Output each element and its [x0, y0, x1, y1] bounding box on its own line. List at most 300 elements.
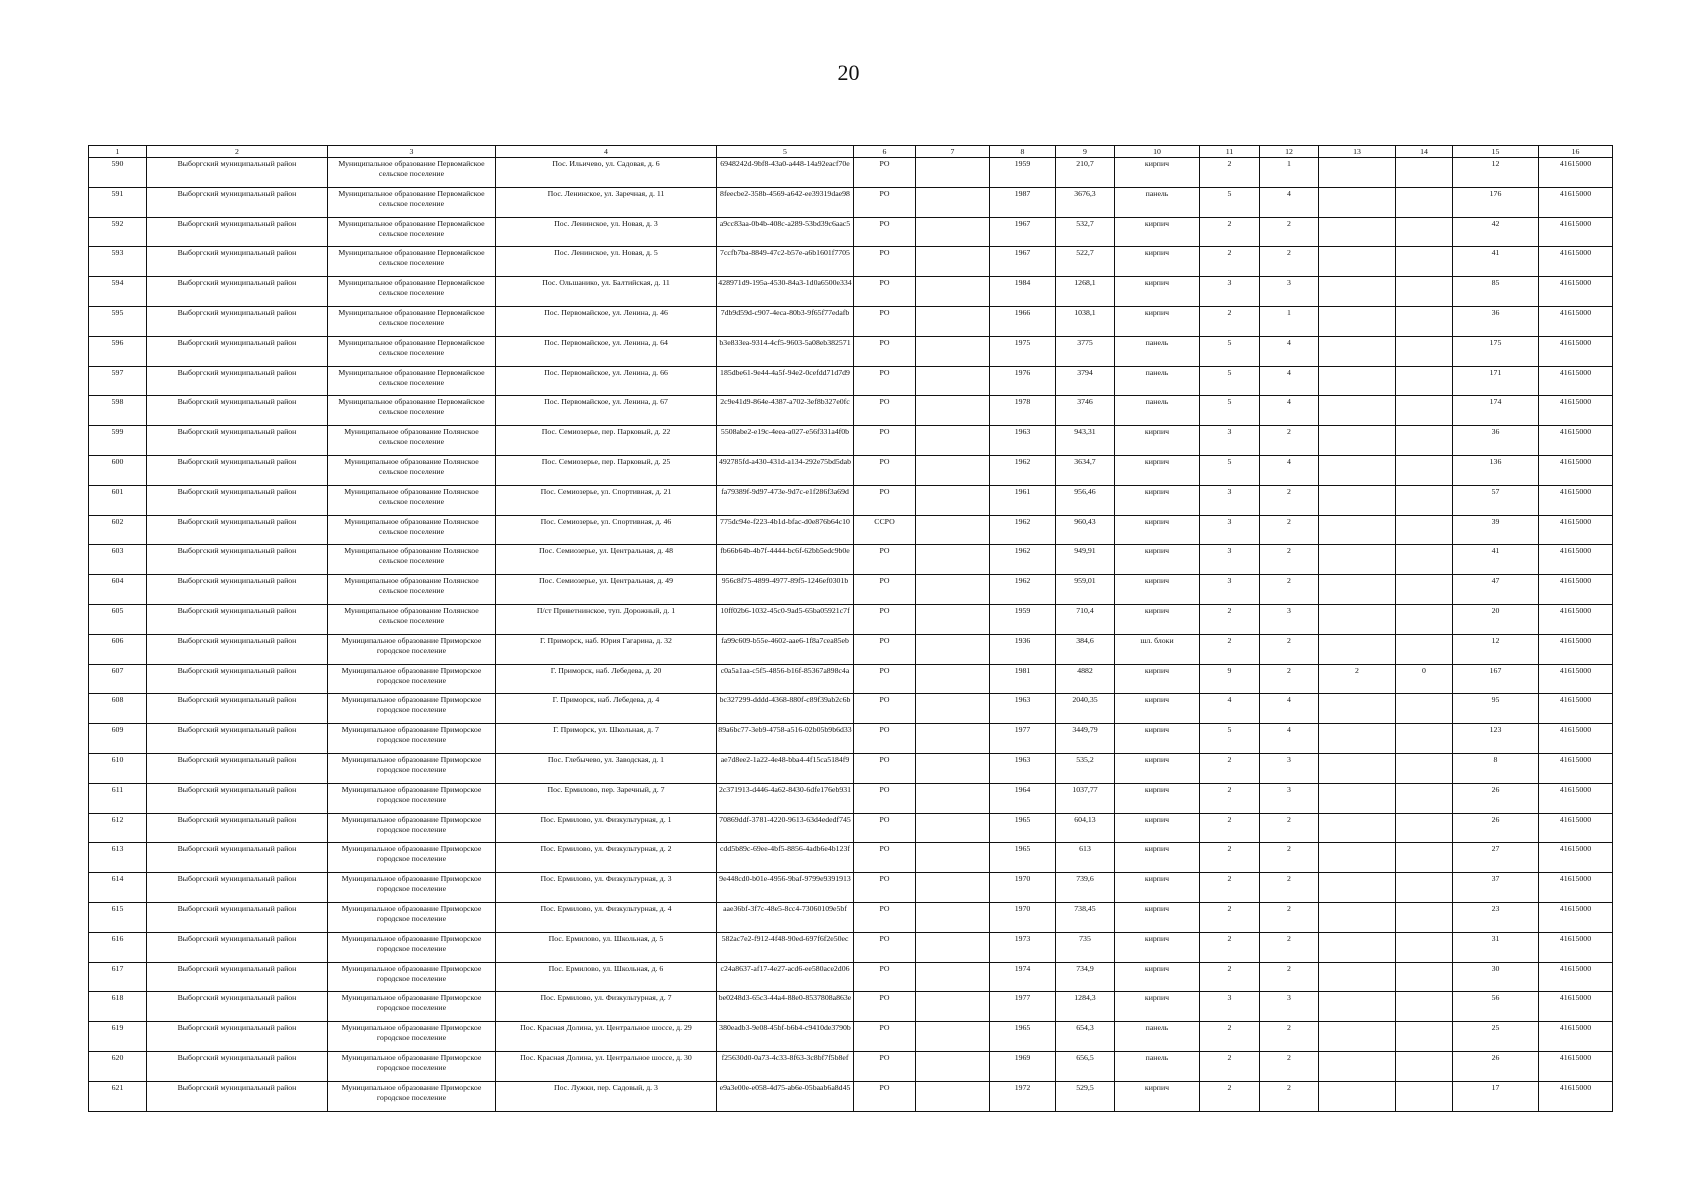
column-header: 4 [496, 146, 717, 158]
table-cell: 6948242d-9bf8-43a0-a448-14a92eacf70e [717, 158, 854, 188]
table-cell [916, 783, 990, 813]
table-cell: 41615000 [1539, 1081, 1613, 1111]
table-cell: 1964 [990, 783, 1056, 813]
table-cell: Пос. Глебычево, ул. Заводская, д. 1 [496, 753, 717, 783]
table-cell: 41 [1453, 247, 1539, 277]
table-cell: РО [854, 396, 916, 426]
table-cell [1319, 1051, 1396, 1081]
table-cell: ae7d8ee2-1a22-4e48-bba4-4f15ca5184f9 [717, 753, 854, 783]
table-row [89, 694, 1613, 724]
column-header: 11 [1200, 146, 1260, 158]
table-cell: кирпич [1115, 158, 1200, 188]
table-cell [916, 753, 990, 783]
table-cell: 8feecbe2-358b-4569-a642-ee39319dae98 [717, 187, 854, 217]
table-cell: шл. блоки [1115, 634, 1200, 664]
table-cell [916, 336, 990, 366]
column-header: 14 [1396, 146, 1453, 158]
table-cell: 1975 [990, 336, 1056, 366]
table-cell: 41615000 [1539, 485, 1613, 515]
table-cell [1396, 187, 1453, 217]
column-header: 1 [89, 146, 147, 158]
table-cell: кирпич [1115, 1081, 1200, 1111]
column-header: 5 [717, 146, 854, 158]
table-cell: 960,43 [1056, 515, 1115, 545]
table-cell: 2 [1200, 753, 1260, 783]
table-cell: 10ff02b6-1032-45c0-9ad5-65ba05921c7f [717, 604, 854, 634]
table-cell: Муниципальное образование Полянское сельское поселение [328, 545, 496, 575]
table-cell: 654,3 [1056, 1022, 1115, 1052]
table-cell [916, 515, 990, 545]
table-row [89, 247, 1613, 277]
column-header: 6 [854, 146, 916, 158]
table-cell: 5 [1200, 336, 1260, 366]
table-cell: Муниципальное образование Приморское городское поселение [328, 873, 496, 903]
table-cell: РО [854, 1081, 916, 1111]
table-cell: Выборгский муниципальный район [147, 694, 328, 724]
table-cell: РО [854, 992, 916, 1022]
table-cell: 41615000 [1539, 694, 1613, 724]
table-cell: Пос. Лужки, пер. Садовый, д. 3 [496, 1081, 717, 1111]
table-cell [1396, 455, 1453, 485]
table-row [89, 1051, 1613, 1081]
table-cell: 1977 [990, 992, 1056, 1022]
table-cell [1396, 1051, 1453, 1081]
header-row [89, 146, 1613, 158]
table-cell [916, 932, 990, 962]
table-cell: РО [854, 485, 916, 515]
table-cell: 599 [89, 426, 147, 456]
table-cell: 2 [1260, 634, 1319, 664]
table-cell: Выборгский муниципальный район [147, 724, 328, 754]
table-cell: 1961 [990, 485, 1056, 515]
table-cell: кирпич [1115, 604, 1200, 634]
table-cell: кирпич [1115, 724, 1200, 754]
table-row [89, 455, 1613, 485]
table-cell: 20 [1453, 604, 1539, 634]
table-cell: Муниципальное образование Первомайское сельское поселение [328, 187, 496, 217]
table-cell: 3 [1260, 783, 1319, 813]
table-cell: 949,91 [1056, 545, 1115, 575]
table-cell: 41615000 [1539, 783, 1613, 813]
table-row [89, 783, 1613, 813]
table-cell: Муниципальное образование Первомайское сельское поселение [328, 277, 496, 307]
table-cell: 597 [89, 366, 147, 396]
table-cell [916, 426, 990, 456]
table-cell: 4 [1260, 694, 1319, 724]
table-cell: 943,31 [1056, 426, 1115, 456]
table-cell: 12 [1453, 158, 1539, 188]
table-cell: РО [854, 664, 916, 694]
table-cell: 41615000 [1539, 247, 1613, 277]
table-cell: 529,5 [1056, 1081, 1115, 1111]
table-cell: 2 [1260, 873, 1319, 903]
table-cell: Пос. Семиозерье, ул. Центральная, д. 48 [496, 545, 717, 575]
table-cell [1319, 724, 1396, 754]
table-cell [1396, 396, 1453, 426]
table-cell: 3746 [1056, 396, 1115, 426]
table-cell: 2c9e41d9-864e-4387-a702-3ef8b327e0fc [717, 396, 854, 426]
table-cell: Муниципальное образование Первомайское сельское поселение [328, 336, 496, 366]
table-cell: Выборгский муниципальный район [147, 992, 328, 1022]
table-cell: 956c8f75-4899-4977-89f5-1246ef0301b [717, 575, 854, 605]
table-cell: 9e448cd0-b01e-4956-9baf-9799e9391913 [717, 873, 854, 903]
table-cell [1319, 992, 1396, 1022]
table-cell: 595 [89, 306, 147, 336]
table-cell: 3 [1260, 277, 1319, 307]
table-cell: Выборгский муниципальный район [147, 843, 328, 873]
table-cell: Выборгский муниципальный район [147, 634, 328, 664]
table-cell: Выборгский муниципальный район [147, 545, 328, 575]
table-cell: 592 [89, 217, 147, 247]
table-cell: РО [854, 604, 916, 634]
table-cell: панель [1115, 1051, 1200, 1081]
table-cell: 41 [1453, 545, 1539, 575]
table-cell: 1963 [990, 753, 1056, 783]
table-cell: 41615000 [1539, 724, 1613, 754]
table-row [89, 545, 1613, 575]
table-cell: РО [854, 306, 916, 336]
table-cell: РО [854, 247, 916, 277]
table-cell [916, 545, 990, 575]
table-cell: Выборгский муниципальный район [147, 396, 328, 426]
table-cell: 41615000 [1539, 158, 1613, 188]
table-cell: Муниципальное образование Полянское сельское поселение [328, 485, 496, 515]
table-cell [1319, 306, 1396, 336]
table-cell: 593 [89, 247, 147, 277]
table-cell: 775dc94e-f223-4b1d-bfac-d0e876b64c10 [717, 515, 854, 545]
table-row [89, 902, 1613, 932]
table-cell: 614 [89, 873, 147, 903]
table-cell [916, 992, 990, 1022]
table-cell: 604 [89, 575, 147, 605]
table-cell: 7ccfb7ba-8849-47c2-b57e-a6b1601f7705 [717, 247, 854, 277]
table-cell: Муниципальное образование Полянское сельское поселение [328, 604, 496, 634]
table-cell: 582ac7e2-f912-4f48-90ed-697f6f2e50ec [717, 932, 854, 962]
table-row [89, 992, 1613, 1022]
table-cell: Выборгский муниципальный район [147, 962, 328, 992]
table-cell: Выборгский муниципальный район [147, 1051, 328, 1081]
table-cell: Выборгский муниципальный район [147, 485, 328, 515]
table-cell: 41615000 [1539, 664, 1613, 694]
table-cell: 2 [1260, 1051, 1319, 1081]
table-cell [916, 187, 990, 217]
table-cell: 5508abe2-e19c-4eea-a027-e56f331a4f0b [717, 426, 854, 456]
table-cell: РО [854, 187, 916, 217]
table-cell: 2 [1200, 604, 1260, 634]
table-cell: Пос. Ермилово, ул. Физкультурная, д. 3 [496, 873, 717, 903]
table-cell: 1962 [990, 515, 1056, 545]
table-cell: РО [854, 217, 916, 247]
table-cell: Выборгский муниципальный район [147, 217, 328, 247]
table-cell [1396, 575, 1453, 605]
table-cell: c0a5a1aa-c5f5-4856-b16f-85367a898c4a [717, 664, 854, 694]
table-cell: 5 [1200, 724, 1260, 754]
table-cell [916, 843, 990, 873]
table-cell: 617 [89, 962, 147, 992]
table-cell [1319, 783, 1396, 813]
table-cell: 1976 [990, 366, 1056, 396]
table-cell: кирпич [1115, 545, 1200, 575]
table-cell: 428971d9-195a-4530-84a3-1d0a6500e334 [717, 277, 854, 307]
table-cell [1319, 455, 1396, 485]
table-row [89, 515, 1613, 545]
table-cell: Пос. Ильичево, ул. Садовая, д. 6 [496, 158, 717, 188]
table-cell: РО [854, 932, 916, 962]
table-cell: 12 [1453, 634, 1539, 664]
table-cell: 2 [1200, 247, 1260, 277]
table-cell: 532,7 [1056, 217, 1115, 247]
column-header: 16 [1539, 146, 1613, 158]
table-cell: 1984 [990, 277, 1056, 307]
table-cell: 36 [1453, 426, 1539, 456]
table-cell: 2 [1200, 873, 1260, 903]
table-cell: c24a8637-af17-4e27-acd6-ee580ace2d06 [717, 962, 854, 992]
table-cell: 1 [1260, 158, 1319, 188]
table-cell: Пос. Семиозерье, пер. Парковый, д. 22 [496, 426, 717, 456]
table-cell [916, 277, 990, 307]
table-cell [1396, 336, 1453, 366]
table-cell: 4 [1260, 724, 1319, 754]
table-cell: 2 [1200, 843, 1260, 873]
table-cell: 1963 [990, 694, 1056, 724]
table-row [89, 1081, 1613, 1111]
table-cell: 1962 [990, 545, 1056, 575]
table-cell: 606 [89, 634, 147, 664]
table-cell: 210,7 [1056, 158, 1115, 188]
table-cell: 596 [89, 336, 147, 366]
table-cell: РО [854, 1022, 916, 1052]
column-header: 13 [1319, 146, 1396, 158]
table-row [89, 813, 1613, 843]
table-cell: 26 [1453, 783, 1539, 813]
table-cell: 384,6 [1056, 634, 1115, 664]
table-cell: Выборгский муниципальный район [147, 783, 328, 813]
table-row [89, 277, 1613, 307]
table-cell: 2 [1260, 515, 1319, 545]
table-cell: панель [1115, 336, 1200, 366]
table-cell: 609 [89, 724, 147, 754]
table-cell: Муниципальное образование Полянское сельское поселение [328, 515, 496, 545]
table-cell: 171 [1453, 366, 1539, 396]
table-cell [1319, 247, 1396, 277]
table-cell: 492785fd-a430-431d-a134-292e75bd5dab [717, 455, 854, 485]
table-cell: 31 [1453, 932, 1539, 962]
table-cell [1319, 604, 1396, 634]
table-cell: кирпич [1115, 694, 1200, 724]
table-cell: 30 [1453, 962, 1539, 992]
table-cell: 174 [1453, 396, 1539, 426]
table-cell: 41615000 [1539, 426, 1613, 456]
table-cell: 185dbe61-9e44-4a5f-94e2-0cefdd71d7d9 [717, 366, 854, 396]
table-cell: 41615000 [1539, 396, 1613, 426]
table-cell: 2 [1200, 1022, 1260, 1052]
table-cell: Г. Приморск, наб. Лебедева, д. 4 [496, 694, 717, 724]
table-cell: Пос. Первомайское, ул. Ленина, д. 67 [496, 396, 717, 426]
table-cell: Пос. Ермилово, пер. Заречный, д. 7 [496, 783, 717, 813]
table-cell: Г. Приморск, наб. Юрия Гагарина, д. 32 [496, 634, 717, 664]
table-cell: Пос. Ермилово, ул. Физкультурная, д. 4 [496, 902, 717, 932]
table-cell: кирпич [1115, 962, 1200, 992]
table-cell [916, 694, 990, 724]
table-cell [916, 455, 990, 485]
table-cell [1396, 306, 1453, 336]
table-cell: cdd5b89c-69ee-4bf5-8856-4adb6e4b123f [717, 843, 854, 873]
table-cell: 2 [1200, 306, 1260, 336]
table-cell: РО [854, 545, 916, 575]
table-cell: РО [854, 724, 916, 754]
table-cell [1396, 247, 1453, 277]
table-cell: Пос. Красная Долина, ул. Центральное шоссе, д. 30 [496, 1051, 717, 1081]
table-cell: Муниципальное образование Приморское городское поселение [328, 1051, 496, 1081]
table-cell: 604,13 [1056, 813, 1115, 843]
table-cell: Выборгский муниципальный район [147, 515, 328, 545]
table-cell: панель [1115, 396, 1200, 426]
table-cell [916, 1051, 990, 1081]
table-cell [1396, 813, 1453, 843]
table-cell [1319, 515, 1396, 545]
table-cell: 1987 [990, 187, 1056, 217]
table-cell: кирпич [1115, 843, 1200, 873]
table-cell: Выборгский муниципальный район [147, 336, 328, 366]
table-cell: 41615000 [1539, 873, 1613, 903]
table-cell: кирпич [1115, 426, 1200, 456]
table-cell: Пос. Ленинское, ул. Заречная, д. 11 [496, 187, 717, 217]
table-row [89, 426, 1613, 456]
table-cell: 1973 [990, 932, 1056, 962]
table-cell: 611 [89, 783, 147, 813]
table-cell: 1972 [990, 1081, 1056, 1111]
table-cell: Муниципальное образование Приморское городское поселение [328, 694, 496, 724]
table-cell: 167 [1453, 664, 1539, 694]
table-cell: кирпич [1115, 277, 1200, 307]
table-cell: 26 [1453, 813, 1539, 843]
table-cell [916, 902, 990, 932]
table-cell: 2c371913-d446-4a62-8430-6dfe176eb931 [717, 783, 854, 813]
table-cell: 136 [1453, 455, 1539, 485]
table-cell: 1965 [990, 1022, 1056, 1052]
table-cell [1396, 1022, 1453, 1052]
table-row [89, 187, 1613, 217]
table-cell: 1978 [990, 396, 1056, 426]
table-cell: 2 [1260, 932, 1319, 962]
table-cell: 3 [1260, 604, 1319, 634]
table-row [89, 1022, 1613, 1052]
table-cell: 89a6bc77-3eb9-4758-a516-02b05b9b6d33 [717, 724, 854, 754]
table-cell: 612 [89, 813, 147, 843]
table-cell: 1977 [990, 724, 1056, 754]
table-cell: Пос. Первомайское, ул. Ленина, д. 64 [496, 336, 717, 366]
table-cell: 1965 [990, 813, 1056, 843]
table-cell: 615 [89, 902, 147, 932]
table-cell [1396, 783, 1453, 813]
table-cell: Выборгский муниципальный район [147, 575, 328, 605]
table-cell: кирпич [1115, 902, 1200, 932]
table-cell [916, 396, 990, 426]
table-row [89, 396, 1613, 426]
table-cell [916, 813, 990, 843]
table-cell: панель [1115, 1022, 1200, 1052]
table-row [89, 843, 1613, 873]
table-cell [1319, 217, 1396, 247]
table-cell: 2 [1260, 1022, 1319, 1052]
table-cell: РО [854, 902, 916, 932]
table-cell [1396, 932, 1453, 962]
table-cell: 1967 [990, 217, 1056, 247]
table-cell: кирпич [1115, 515, 1200, 545]
table-cell: кирпич [1115, 455, 1200, 485]
table-cell: 95 [1453, 694, 1539, 724]
table-row [89, 158, 1613, 188]
table-cell: 601 [89, 485, 147, 515]
table-cell: 4882 [1056, 664, 1115, 694]
table-cell [1396, 694, 1453, 724]
table-cell: 2 [1319, 664, 1396, 694]
table-cell: Выборгский муниципальный район [147, 187, 328, 217]
table-cell: 608 [89, 694, 147, 724]
table-cell: 1268,1 [1056, 277, 1115, 307]
table-row [89, 306, 1613, 336]
table-cell: РО [854, 277, 916, 307]
table-cell: 2 [1260, 217, 1319, 247]
table-cell: 3 [1260, 753, 1319, 783]
table-cell [1396, 843, 1453, 873]
table-cell: 70869ddf-3781-4220-9613-63d4ededf745 [717, 813, 854, 843]
table-row [89, 962, 1613, 992]
table-cell: 2 [1260, 902, 1319, 932]
table-cell: РО [854, 962, 916, 992]
table-cell: 603 [89, 545, 147, 575]
table-row [89, 336, 1613, 366]
table-cell: Пос. Ленинское, ул. Новая, д. 5 [496, 247, 717, 277]
table-cell: Выборгский муниципальный район [147, 158, 328, 188]
table-cell [1319, 396, 1396, 426]
table-cell: Выборгский муниципальный район [147, 873, 328, 903]
table-cell [1319, 932, 1396, 962]
table-cell: П/ст Приветнинское, туп. Дорожный, д. 1 [496, 604, 717, 634]
table-cell: Муниципальное образование Приморское городское поселение [328, 1022, 496, 1052]
table-cell [1396, 604, 1453, 634]
table-cell: fa99c609-b55e-4602-aae6-1f8a7cea85eb [717, 634, 854, 664]
table-cell: 590 [89, 158, 147, 188]
table-cell: 594 [89, 277, 147, 307]
table-cell [1396, 873, 1453, 903]
column-header: 8 [990, 146, 1056, 158]
table-cell: панель [1115, 366, 1200, 396]
table-cell: 2 [1260, 485, 1319, 515]
table-cell: Г. Приморск, наб. Лебедева, д. 20 [496, 664, 717, 694]
table-cell [1396, 992, 1453, 1022]
table-cell: 41615000 [1539, 604, 1613, 634]
table-cell: 17 [1453, 1081, 1539, 1111]
table-cell: b3e833ea-9314-4cf5-9603-5a08eb382571 [717, 336, 854, 366]
table-cell: Муниципальное образование Приморское городское поселение [328, 902, 496, 932]
table-cell: Выборгский муниципальный район [147, 1081, 328, 1111]
table-cell: 3 [1200, 515, 1260, 545]
table-cell: 1962 [990, 575, 1056, 605]
table-cell: 607 [89, 664, 147, 694]
table-cell: 522,7 [1056, 247, 1115, 277]
table-cell: 2 [1200, 932, 1260, 962]
table-cell: ССРО [854, 515, 916, 545]
table-cell: 2 [1260, 426, 1319, 456]
table-cell: 1967 [990, 247, 1056, 277]
table-cell: 2 [1200, 902, 1260, 932]
table-cell [916, 664, 990, 694]
table-cell: 41615000 [1539, 575, 1613, 605]
table-cell: Муниципальное образование Первомайское сельское поселение [328, 366, 496, 396]
table-cell: 2 [1260, 962, 1319, 992]
table-cell [1396, 724, 1453, 754]
